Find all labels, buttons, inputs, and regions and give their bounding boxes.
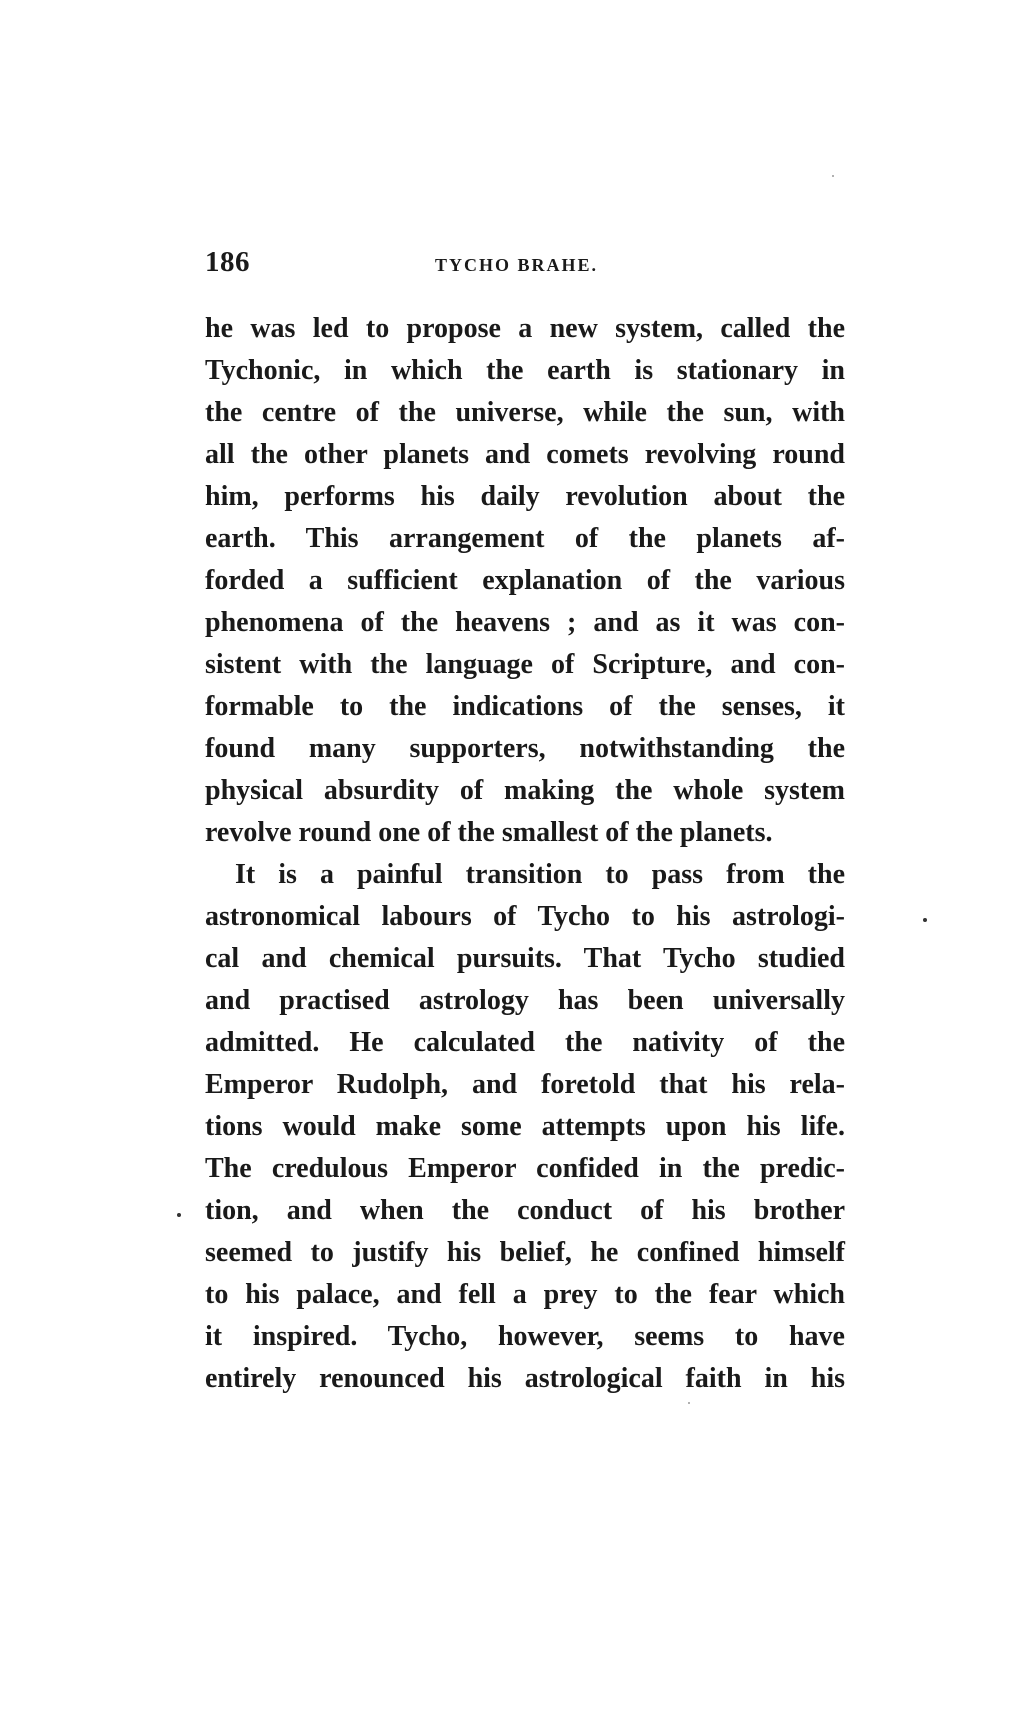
text-line: The credulous Emperor confided in the predic- [205,1153,845,1184]
text-line: to his palace, and fell a prey to the fear which [205,1279,845,1310]
text-line: cal and chemical pursuits. That Tycho studied [205,943,845,974]
text-line: tion, and when the conduct of his brother [205,1195,845,1226]
page-number: 186 [205,246,250,278]
text-line: seemed to justify his belief, he confined himself [205,1237,845,1268]
text-line: him, performs his daily revolution about the [205,481,845,512]
text-line: revolve round one of the smallest of the planets. [205,817,773,848]
text-line: admitted. He calculated the nativity of the [205,1027,845,1058]
text-line: It is a painful transition to pass from the [235,859,845,890]
text-line: sistent with the language of Scripture, and con- [205,649,845,680]
text-line: found many supporters, notwithstanding the [205,733,845,764]
text-line: it inspired. Tycho, however, seems to have [205,1321,845,1352]
text-line: phenomena of the heavens ; and as it was con- [205,607,845,638]
text-line: all the other planets and comets revolving round [205,439,845,470]
text-line: entirely renounced his astrological faith in his [205,1363,845,1394]
text-line: formable to the indications of the senses, it [205,691,845,722]
scan-speck [688,1402,690,1404]
paragraph [205,854,845,1400]
text-line: Tychonic, in which the earth is stationary in [205,355,845,386]
paragraph [205,308,845,854]
scan-speck [177,1213,181,1217]
text-line: the centre of the universe, while the sun, with [205,397,845,428]
text-line: astronomical labours of Tycho to his astrologi- [205,901,845,932]
text-line: tions would make some attempts upon his life. [205,1111,845,1142]
text-line: earth. This arrangement of the planets af- [205,523,845,554]
page-header [205,246,845,286]
running-head: TYCHO BRAHE. [435,255,599,275]
text-line: and practised astrology has been universally [205,985,845,1016]
text-line: forded a sufficient explanation of the various [205,565,845,596]
body-text [205,308,845,1400]
text-line: Emperor Rudolph, and foretold that his rela- [205,1069,845,1100]
text-line: physical absurdity of making the whole system [205,775,845,806]
text-line: he was led to propose a new system, called the [205,313,845,344]
scan-speck [923,918,927,922]
scan-speck [832,175,834,177]
